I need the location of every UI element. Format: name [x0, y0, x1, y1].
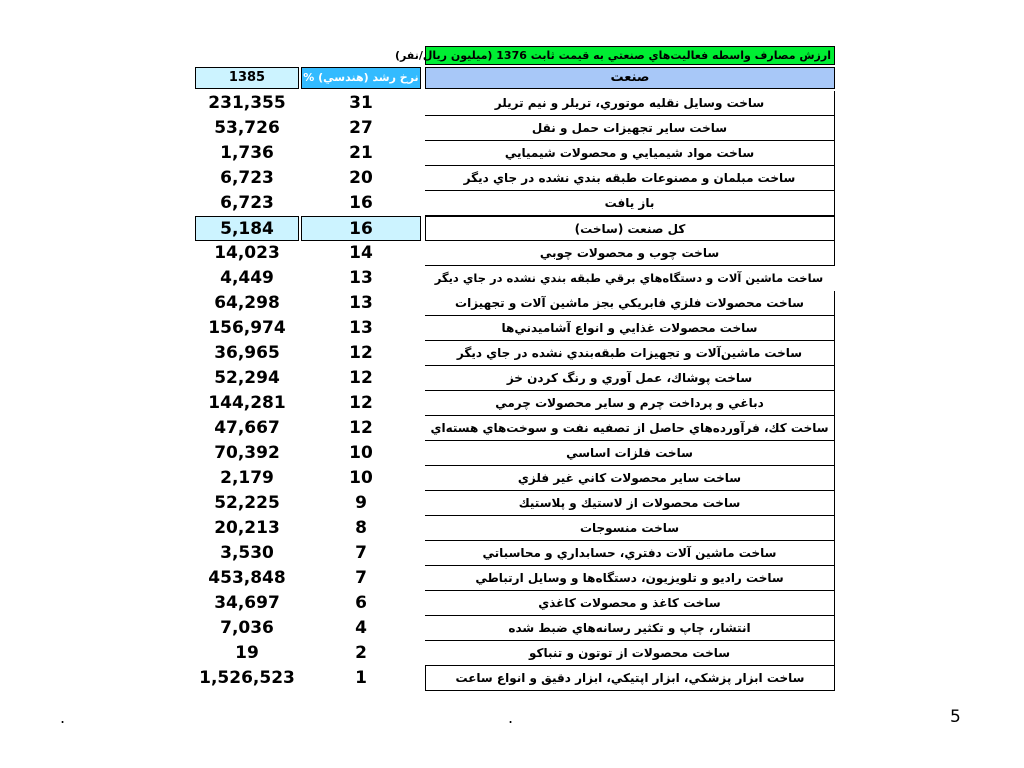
table-row — [195, 391, 835, 416]
cell-value-1385: 36,965 — [214, 343, 280, 363]
cell-industry-name: ساخت راديو و تلويزيون، دستگاه‌ها و وسايل ارتباطي — [425, 566, 835, 591]
cell-value-1385: 6,723 — [220, 193, 274, 213]
cell-industry-name: ساخت ساير محصولات كاني غير فلزي — [425, 466, 835, 491]
cell-value-1385: 52,225 — [214, 493, 280, 513]
cell-industry-name: ساخت محصولات فلزي فابريكي بجز ماشين آلات و تجهيزات — [425, 291, 835, 316]
cell-industry-name: ساخت ماشين آلات دفتري، حسابداري و محاسباتي — [425, 541, 835, 566]
table-row — [195, 91, 835, 116]
cell-growth-rate: 12 — [349, 393, 373, 413]
cell-value-1385: 144,281 — [208, 393, 286, 413]
cell-value-1385: 14,023 — [214, 243, 280, 263]
cell-value-1385: 64,298 — [214, 293, 280, 313]
table-row — [195, 216, 835, 241]
table-row — [195, 341, 835, 366]
table-row — [195, 616, 835, 641]
cell-value-1385: 5,184 — [195, 216, 299, 241]
cell-industry-name: ساخت ابزار پزشكي، ابزار اپتيكي، ابزار دقيق و انواع ساعت — [425, 666, 835, 691]
table-row — [195, 166, 835, 191]
cell-growth-rate: 27 — [349, 118, 373, 138]
table-row — [195, 466, 835, 491]
cell-growth-rate: 31 — [349, 93, 373, 113]
cell-industry-name: ساخت محصولات غذايي و انواع آشاميدني‌ها — [425, 316, 835, 341]
cell-growth-rate: 16 — [349, 193, 373, 213]
cell-value-1385: 453,848 — [208, 568, 286, 588]
cell-growth-rate: 10 — [349, 443, 373, 463]
cell-value-1385: 47,667 — [214, 418, 280, 438]
table-row — [195, 566, 835, 591]
cell-industry-name: كل صنعت (ساخت) — [425, 216, 835, 241]
cell-value-1385: 1,526,523 — [199, 668, 295, 688]
table-row — [195, 441, 835, 466]
header-industry: صنعت — [425, 67, 835, 89]
footer-mark-middle: . — [508, 708, 514, 727]
cell-growth-rate: 13 — [349, 268, 373, 288]
cell-value-1385: 53,726 — [214, 118, 280, 138]
cell-value-1385: 3,530 — [220, 543, 274, 563]
cell-value-1385: 34,697 — [214, 593, 280, 613]
cell-value-1385: 1,736 — [220, 143, 274, 163]
cell-growth-rate: 12 — [349, 343, 373, 363]
cell-value-1385: 7,036 — [220, 618, 274, 638]
header-year: 1385 — [195, 67, 299, 89]
cell-industry-name: ساخت منسوجات — [425, 516, 835, 541]
table-row — [195, 516, 835, 541]
cell-growth-rate: 21 — [349, 143, 373, 163]
cell-industry-name: ساخت محصولات از لاستيك و پلاستيك — [425, 491, 835, 516]
header-growth-rate: نرخ رشد (هندسي) % — [301, 67, 421, 89]
cell-value-1385: 2,179 — [220, 468, 274, 488]
footer-mark-left: . — [60, 708, 66, 727]
cell-value-1385: 6,723 — [220, 168, 274, 188]
cell-value-1385: 19 — [235, 643, 259, 663]
table-row — [195, 266, 835, 291]
table-row — [195, 141, 835, 166]
cell-industry-name: ساخت كك، فرآورده‌هاي حاصل از تصفيه نفت و سوخت‌هاي هسته‌اي — [425, 416, 835, 441]
cell-value-1385: 231,355 — [208, 93, 286, 113]
cell-industry-name: ساخت محصولات از توتون و تنباكو — [425, 641, 835, 666]
cell-industry-name: ساخت مبلمان و مصنوعات طبقه بندي نشده در جاي ديگر — [425, 166, 835, 191]
cell-growth-rate: 7 — [355, 568, 367, 588]
cell-growth-rate: 9 — [355, 493, 367, 513]
cell-growth-rate: 14 — [349, 243, 373, 263]
cell-growth-rate: 12 — [349, 368, 373, 388]
table-row — [195, 666, 835, 691]
table-title: ارزش مصارف واسطه فعاليت‌هاي صنعتي به قيمت ثابت 1376 (ميليون ريال/نفر) — [394, 49, 831, 62]
cell-growth-rate: 10 — [349, 468, 373, 488]
table-row — [195, 641, 835, 666]
slide-number: 5 — [950, 707, 961, 727]
cell-industry-name: دباغي و پرداخت چرم و ساير محصولات چرمي — [425, 391, 835, 416]
cell-industry-name: ساخت وسايل نقليه موتوري، تريلر و نيم تريلر — [425, 91, 835, 116]
table-row — [195, 316, 835, 341]
table-row — [195, 591, 835, 616]
cell-growth-rate: 7 — [355, 543, 367, 563]
cell-value-1385: 20,213 — [214, 518, 280, 538]
cell-industry-name: باز يافت — [425, 191, 835, 216]
cell-value-1385: 156,974 — [208, 318, 286, 338]
table-row — [195, 541, 835, 566]
cell-growth-rate: 4 — [355, 618, 367, 638]
cell-growth-rate: 1 — [355, 668, 367, 688]
cell-value-1385: 70,392 — [214, 443, 280, 463]
table-row — [195, 241, 835, 266]
table-row — [195, 116, 835, 141]
cell-industry-name: ساخت مواد شيميايي و محصولات شيميايي — [425, 141, 835, 166]
table-row — [195, 366, 835, 391]
table-title-banner — [394, 46, 835, 65]
cell-growth-rate: 13 — [349, 293, 373, 313]
cell-industry-name: ساخت كاغذ و محصولات كاغذي — [425, 591, 835, 616]
cell-industry-name: انتشار، چاپ و تكثير رسانه‌هاي ضبط شده — [425, 616, 835, 641]
cell-value-1385: 4,449 — [220, 268, 274, 288]
table-row — [195, 191, 835, 216]
cell-growth-rate: 13 — [349, 318, 373, 338]
cell-growth-rate: 6 — [355, 593, 367, 613]
cell-industry-name: ساخت ماشين‌آلات و تجهيزات طبقه‌بندي نشده در جاي ديگر — [425, 341, 835, 366]
table-row — [195, 291, 835, 316]
cell-industry-name: ساخت پوشاك، عمل آوري و رنگ كردن خز — [425, 366, 835, 391]
cell-growth-rate: 20 — [349, 168, 373, 188]
cell-growth-rate: 8 — [355, 518, 367, 538]
table-row — [195, 416, 835, 441]
cell-industry-name: ساخت فلزات اساسي — [425, 441, 835, 466]
cell-growth-rate: 2 — [355, 643, 367, 663]
table-row — [195, 491, 835, 516]
cell-growth-rate: 12 — [349, 418, 373, 438]
cell-industry-name: ساخت ماشين آلات و دستگاه‌هاي برقي طبقه بندي نشده در جاي ديگر — [434, 271, 824, 285]
cell-industry-name: ساخت چوب و محصولات چوبي — [425, 241, 835, 266]
cell-industry-name: ساخت ساير تجهيزات حمل و نقل — [425, 116, 835, 141]
cell-value-1385: 52,294 — [214, 368, 280, 388]
cell-growth-rate: 16 — [301, 216, 421, 241]
